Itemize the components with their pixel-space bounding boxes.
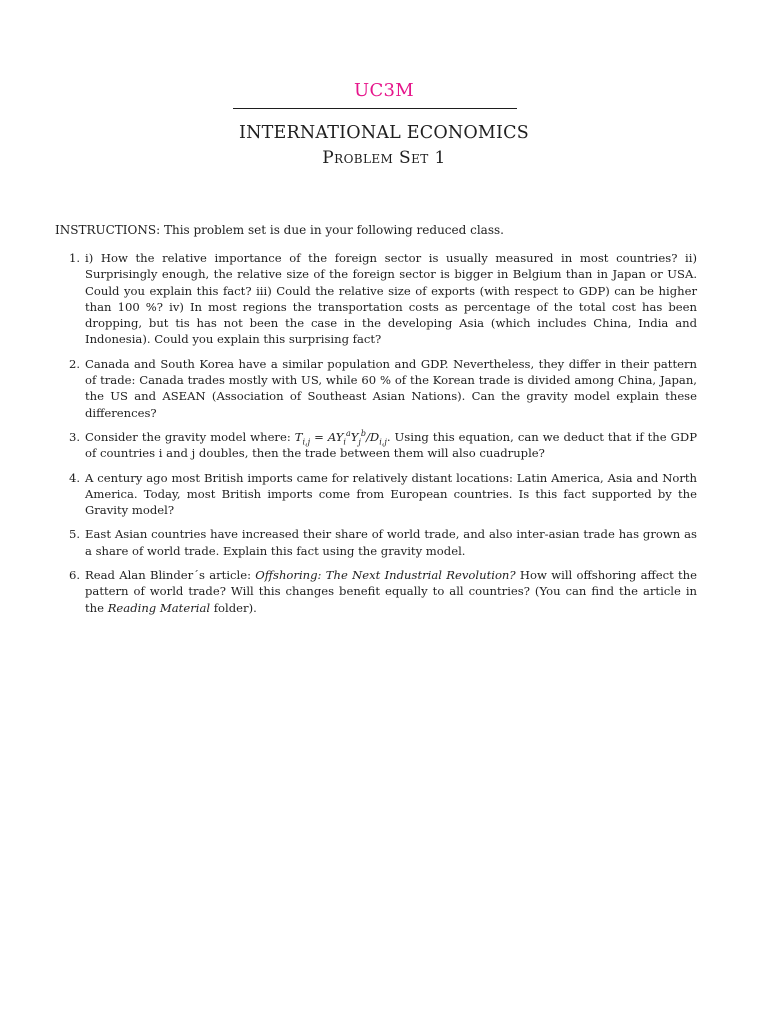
problem-text-part: Read Alan Blinder´s article:	[85, 568, 256, 583]
problem-text	[85, 429, 697, 462]
article-title: Offshoring: The Next Industrial Revolution?	[255, 568, 516, 583]
problem-item	[55, 429, 697, 462]
problem-set-title: Problem Set 1	[322, 148, 446, 168]
problem-number: 1.	[69, 251, 81, 265]
problem-item	[55, 567, 697, 616]
header-divider	[233, 108, 517, 109]
problem-text-part: folder).	[210, 600, 257, 615]
gravity-equation: $T_{i,j} = AY_i^aY_j^b/D_{i,j}$	[294, 429, 387, 447]
problem-number: 4.	[69, 470, 81, 485]
problem-text: A century ago most British imports came for relatively distant locations: Latin America, Asia and North America. Today, most British imports come from European countries. Is this fact supported by the Gravity model?	[85, 470, 697, 518]
problem-number: 2.	[69, 356, 81, 371]
course-title: INTERNATIONAL ECONOMICS	[239, 123, 529, 143]
problem-text: i) How the relative importance of the foreign sector is usually measured in most countries? ii) Surprisingly enough, the relative size of the foreign sector is bigger in Belgium than in Japan or USA. Could you explain this fact? iii) Could the relative size of exports (with respect to GDP) can be higher than 100 %? iv) In most regions the transportation costs as percentage of the total cost has been dropping, but tis has not been the case in the developing Asia (which includes China, India and Indonesia). Could you explain this surprising fact?	[85, 251, 697, 347]
university-brand	[0, 80, 768, 101]
problem-item	[55, 470, 697, 519]
problem-number: 3.	[69, 429, 81, 444]
problem-text-intro: Consider the gravity model where:	[85, 429, 295, 444]
problem-number: 5.	[69, 527, 81, 542]
university-brand-text: UC3M	[353, 80, 415, 101]
problem-number: 6.	[69, 568, 81, 583]
problem-text: Canada and South Korea have a similar population and GDP. Nevertheless, they differ in their pattern of trade: Canada trades mostly with US, while 60 % of the Korean trade is divided among China, Japan, the US and ASEAN (Association of Southeast Asian Nations). Can the gravity model explain these differences?	[85, 356, 697, 420]
folder-name: Reading Material	[107, 600, 211, 615]
problem-text: East Asian countries have increased their share of world trade, and also inter-asian trade has grown as a share of world trade. Explain this fact using the gravity model.	[85, 527, 697, 558]
problem-text-rest: . Using this equation, can we deduct that if the GDP of countries i and j doubles, then the trade between them will also cuadruple?	[85, 429, 697, 461]
problem-list	[55, 250, 697, 624]
problem-item	[55, 250, 697, 348]
problem-item	[55, 526, 697, 559]
problem-item	[55, 356, 697, 421]
problem-text	[85, 567, 697, 616]
instructions-text: INSTRUCTIONS: This problem set is due in your following reduced class.	[55, 223, 504, 237]
problem-text-part: How will offshoring affect the pattern of world trade? Will this changes benefit equally to all countries? (You can find the article in the	[85, 568, 698, 615]
